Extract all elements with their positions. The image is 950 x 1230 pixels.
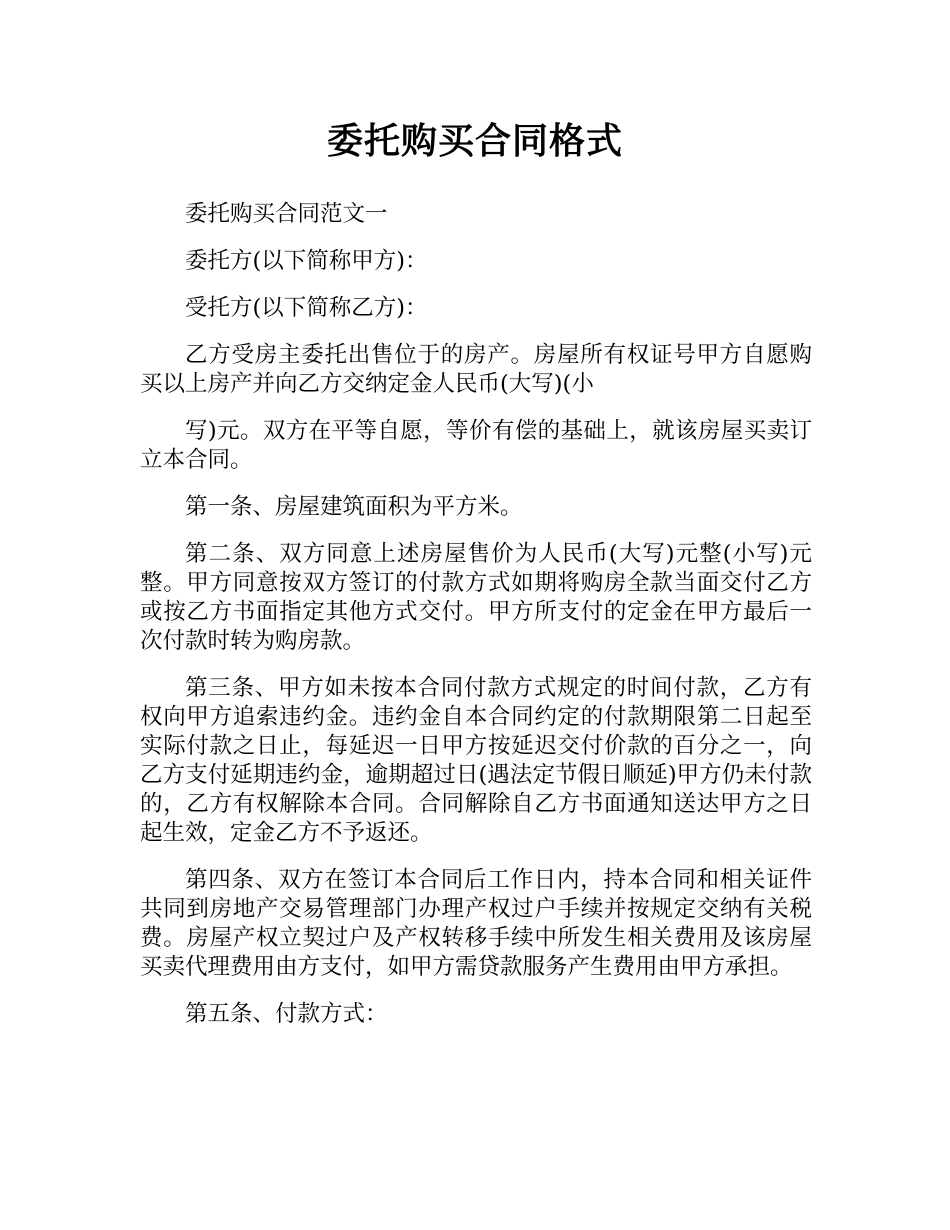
document-body	[140, 200, 812, 1047]
paragraph-article-1: 第一条、房屋建筑面积为平方米。	[185, 494, 523, 520]
paragraph-principal-party: 委托方(以下简称甲方)：	[185, 248, 428, 274]
paragraph-contract-basis: 写)元。双方在平等自愿，等价有偿的基础上，就该房屋买卖订立本合同。	[140, 418, 812, 473]
document-title: 委托购买合同格式	[326, 121, 623, 162]
paragraph-article-4: 第四条、双方在签订本合同后工作日内，持本合同和相关证件共同到房地产交易管理部门办理产权过户手续并按规定交纳有关税费。房屋产权立契过户及产权转移手续中所发生相关费用及该房屋买卖代理费用由方支付，如甲方需贷款服务产生费用由甲方承担。	[140, 867, 812, 980]
paragraph-article-3: 第三条、甲方如未按本合同付款方式规定的时间付款，乙方有权向甲方追索违约金。违约金自本合同约定的付款期限第二日起至实际付款之日止，每延迟一日甲方按延迟交付价款的百分之一，向乙方支付延期违约金，逾期超过日(遇法定节假日顺延)甲方仍未付款的，乙方有权解除本合同。合同解除自乙方书面通知送达甲方之日起生效，定金乙方不予返还。	[140, 675, 812, 846]
paragraph-heading-sample-one: 委托购买合同范文一	[185, 201, 388, 227]
paragraph-article-5: 第五条、付款方式：	[185, 1001, 388, 1027]
paragraph-property-deposit: 乙方受房主委托出售位于的房产。房屋所有权证号甲方自愿购买以上房产并向乙方交纳定金人民币(大写)(小	[140, 342, 812, 397]
paragraph-article-2: 第二条、双方同意上述房屋售价为人民币(大写)元整(小写)元整。甲方同意按双方签订的付款方式如期将购房全款当面交付乙方或按乙方书面指定其他方式交付。甲方所支付的定金在甲方最后一次付款时转为购房款。	[140, 541, 812, 654]
paragraph-agent-party: 受托方(以下简称乙方)：	[185, 295, 428, 321]
